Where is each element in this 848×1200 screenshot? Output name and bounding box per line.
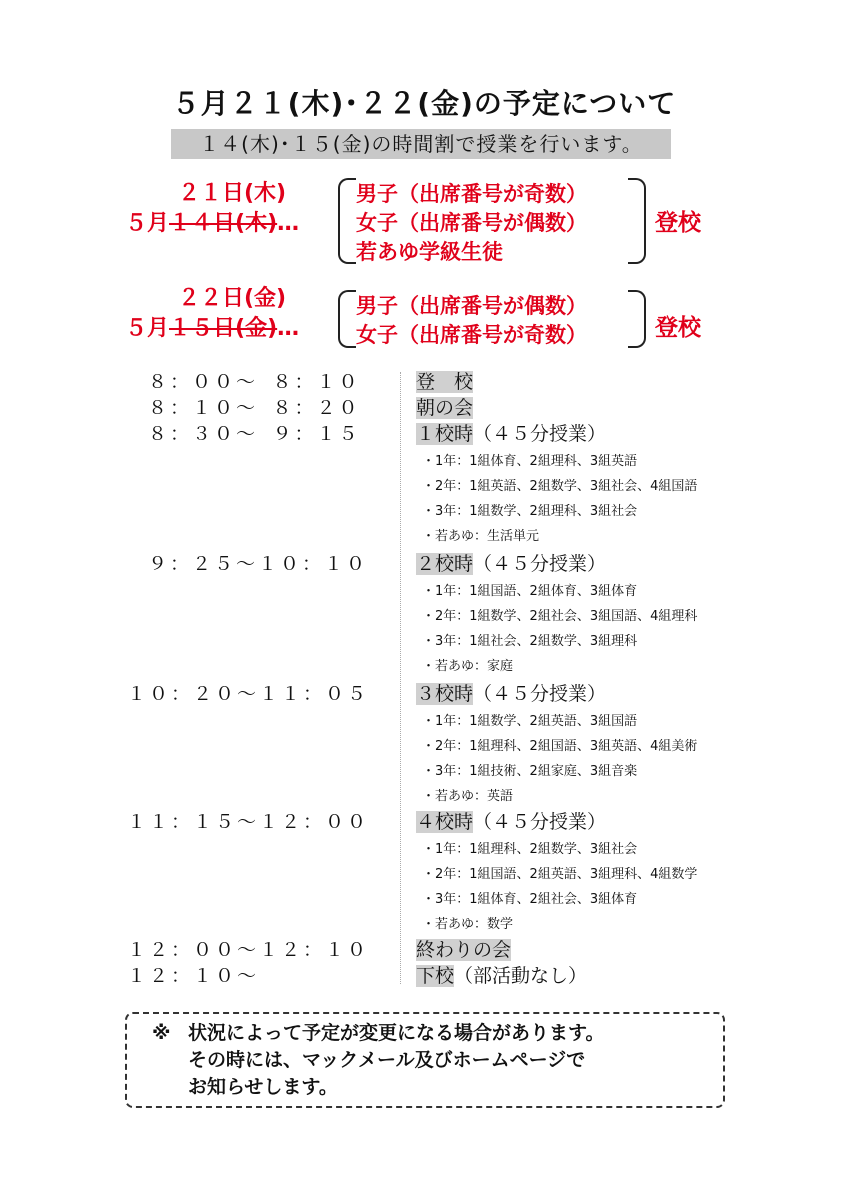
group2-right-bracket	[628, 290, 646, 348]
schedule-event-2-note: （４５分授業）	[473, 423, 607, 445]
period-4-item-2: ・2年：1組国語、2組英語、3組理科、4組数学	[422, 867, 698, 882]
schedule-time-2: ８：３０～ ９：１５	[148, 423, 361, 445]
schedule-time-6: １２：００～１２：１０	[127, 939, 370, 961]
schedule-event-4-note: （４５分授業）	[473, 683, 607, 705]
group2-action: 登校	[655, 315, 701, 341]
notice-line-1: 状況によって予定が変更になる場合があります。	[188, 1022, 605, 1044]
group1-right-bracket	[628, 178, 646, 264]
period-4-item-4: ・若あゆ：数学	[422, 917, 514, 932]
schedule-event-4	[416, 679, 606, 706]
group1-new-date: ２１日(木)	[178, 181, 287, 206]
schedule-event-7	[416, 961, 587, 988]
period-4-item-1: ・1年：1組理科、2組数学、3組社会	[422, 842, 638, 857]
period-3-item-3: ・3年：1組技術、2組家庭、3組音楽	[422, 764, 638, 779]
group1-ellipsis: …	[277, 211, 300, 236]
group2-new-date: ２２日(金)	[178, 286, 287, 311]
schedule-event-2-label: １校時	[416, 423, 474, 445]
schedule-time-0: ８：００～ ８：１０	[148, 371, 361, 393]
group1-old-date: １４日(木)	[169, 211, 278, 236]
group1-month: ５月	[125, 211, 170, 236]
group2-ellipsis: …	[277, 316, 300, 341]
period-4-item-3: ・3年：1組体育、2組社会、3組体育	[422, 892, 638, 907]
group2-line-2: 女子（出席番号が奇数）	[356, 323, 587, 347]
period-2-item-3: ・3年：1組社会、2組数学、3組理科	[422, 634, 638, 649]
group2-date-row	[125, 311, 299, 342]
group1-left-bracket	[338, 178, 356, 264]
schedule-event-7-label: 下校	[416, 965, 455, 987]
schedule-event-1	[416, 393, 473, 420]
schedule-event-2	[416, 419, 606, 446]
period-1-item-2: ・2年：1組英語、2組数学、3組社会、4組国語	[422, 479, 698, 494]
period-3-item-4: ・若あゆ：英語	[422, 789, 514, 804]
period-1-item-3: ・3年：1組数学、2組理科、3組社会	[422, 504, 638, 519]
schedule-time-3: ９：２５～１０：１０	[148, 553, 369, 575]
schedule-event-3	[416, 549, 606, 576]
period-3-item-1: ・1年：1組数学、2組英語、3組国語	[422, 714, 638, 729]
schedule-event-0	[416, 367, 473, 394]
schedule-event-4-label: ３校時	[416, 683, 474, 705]
notice-line-2: その時には、マックメール及びホームページで	[188, 1049, 586, 1071]
schedule-event-6	[416, 935, 511, 962]
schedule-event-3-label: ２校時	[416, 553, 474, 575]
schedule-time-5: １１：１５～１２：００	[127, 811, 370, 833]
schedule-time-7: １２：１０～	[127, 965, 260, 987]
schedule-event-5-label: ４校時	[416, 811, 474, 833]
group2-month: ５月	[125, 316, 170, 341]
period-1-item-4: ・若あゆ：生活単元	[422, 529, 540, 544]
schedule-event-3-note: （４５分授業）	[473, 553, 607, 575]
period-1-item-1: ・1年：1組体育、2組理科、3組英語	[422, 454, 638, 469]
period-2-item-4: ・若あゆ：家庭	[422, 659, 514, 674]
schedule-event-5	[416, 807, 606, 834]
group1-line-3: 若あゆ学級生徒	[356, 240, 503, 264]
schedule-event-5-note: （４５分授業）	[473, 811, 607, 833]
schedule-event-6-label: 終わりの会	[416, 939, 512, 961]
group1-line-2: 女子（出席番号が偶数）	[356, 211, 587, 235]
period-2-item-2: ・2年：1組数学、2組社会、3組国語、4組理科	[422, 609, 698, 624]
schedule-divider	[400, 372, 401, 984]
page-title: ５月２１(木)･２２(金)の予定について	[171, 87, 677, 120]
schedule-time-1: ８：１０～ ８：２０	[148, 397, 361, 419]
period-3-item-2: ・2年：1組理科、2組国語、3組英語、4組美術	[422, 739, 698, 754]
notice-mark: ※	[152, 1022, 171, 1044]
period-2-item-1: ・1年：1組国語、2組体育、3組体育	[422, 584, 638, 599]
schedule-time-4: １０：２０～１１：０５	[127, 683, 370, 705]
group2-line-1: 男子（出席番号が偶数）	[356, 294, 587, 318]
page-subtitle: １４(木)･１５(金)の時間割で授業を行います。	[171, 129, 671, 159]
schedule-event-7-note: （部活動なし）	[454, 965, 588, 987]
group1-line-1: 男子（出席番号が奇数）	[356, 182, 587, 206]
schedule-event-0-label: 登 校	[416, 371, 474, 393]
group1-date-row	[125, 206, 299, 237]
group2-left-bracket	[338, 290, 356, 348]
group2-old-date: １５日(金)	[169, 316, 278, 341]
notice-line-3: お知らせします。	[188, 1076, 338, 1098]
schedule-event-1-label: 朝の会	[416, 397, 474, 419]
group1-action: 登校	[655, 210, 701, 236]
